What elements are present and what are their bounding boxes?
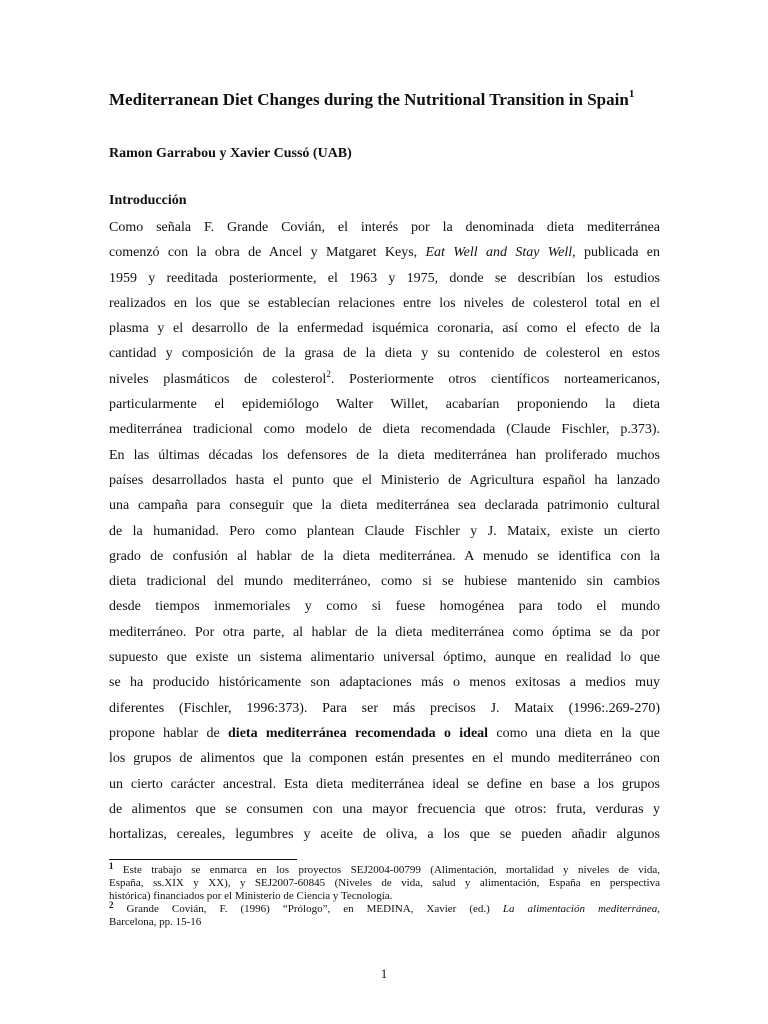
body-text-run: . Posteriormente otros científicos norteamericanos,	[330, 371, 660, 387]
page-number: 1	[380, 966, 388, 981]
footnote-book-title: La alimentación mediterránea	[502, 903, 658, 915]
body-line	[109, 746, 660, 771]
body-line	[109, 822, 660, 847]
body-line	[109, 569, 660, 594]
body-text-run: plasma y el desarrollo de la enfermedad isquémica coronaria, así como el efecto de la	[109, 321, 660, 337]
footnote-text: histórica) financiados por el Ministerio de Ciencia y Tecnología.	[109, 890, 393, 902]
body-line	[109, 341, 660, 366]
footnote-2	[109, 900, 660, 929]
body-text-run: desde tiempos inmemoriales y como si fuese homogénea para todo el mundo	[109, 599, 660, 615]
body-text-run: , publicada en	[572, 245, 660, 261]
body-text-run: mediterránea tradicional como modelo de dieta recomendada (Claude Fischler, p.373).	[109, 422, 660, 438]
body-line	[109, 367, 660, 392]
body-line	[109, 468, 660, 493]
title-line-2: Spain	[587, 90, 629, 109]
body-line	[109, 620, 660, 645]
body-text-run: cantidad y composición de la grasa de la dieta y su contenido de colesterol en estos	[109, 346, 660, 362]
body-text-run: 1959 y reeditada posteriormente, el 1963 y 1975, donde se describían los estudios	[109, 270, 660, 286]
footnote-1	[109, 861, 660, 903]
body-line	[109, 721, 660, 746]
body-text-run: supuesto que existe un sistema alimentario universal óptimo, aunque en realidad lo que	[109, 650, 660, 666]
footnote-text: Grande Covián, F. (1996) “Prólogo”, en MEDINA, Xavier (ed.)	[126, 903, 503, 915]
book-title: Eat Well and Stay Well	[425, 245, 573, 261]
body-text-run: comenzó con la obra de Ancel y Matgaret Keys,	[109, 245, 426, 261]
body-line	[109, 392, 660, 417]
body-line	[109, 417, 660, 442]
body-line	[109, 594, 660, 619]
body-text-run: como una dieta en la que	[488, 725, 661, 741]
body-text-run: países desarrollados hasta el punto que el Ministerio de Agricultura español ha lanzado	[109, 472, 660, 488]
emphasis-term: dieta mediterránea recomendada o ideal	[228, 725, 489, 741]
body-line	[109, 443, 660, 468]
body-line	[109, 316, 660, 341]
title-line-1: Mediterranean Diet Changes during the Nutritional Transition in	[109, 90, 583, 109]
body-line	[109, 645, 660, 670]
body-line	[109, 266, 660, 291]
body-line	[109, 797, 660, 822]
body-text-run: particularmente el epidemiólogo Walter Willet, acabarían proponiendo la dieta	[109, 397, 660, 413]
body-line	[109, 291, 660, 316]
body-line	[109, 772, 660, 797]
footnote-text: Barcelona, pp. 15-16	[109, 916, 202, 928]
body-text-run: grado de confusión al hablar de la dieta mediterránea. A menudo se identifica con la	[109, 548, 660, 564]
body-line	[109, 519, 660, 544]
title-footnote-ref[interactable]: 1	[628, 88, 635, 100]
body-line	[109, 215, 660, 240]
body-line	[109, 544, 660, 569]
body-text-run: un cierto carácter ancestral. Esta dieta mediterránea ideal se define en base a los grupos	[109, 776, 660, 792]
body-text-run: diferentes (Fischler, 1996:373). Para ser más precisos J. Mataix (1996:.269-270)	[109, 700, 660, 716]
body-text-run: de la humanidad. Pero como plantean Claude Fischler y J. Mataix, existe un cierto	[109, 523, 660, 539]
body-text-run: mediterráneo. Por otra parte, al hablar de la dieta mediterránea como óptima se da por	[109, 624, 660, 640]
body-line	[109, 696, 660, 721]
body-text-run: se ha producido históricamente son adaptaciones más o menos exitosas a medios muy	[109, 675, 660, 691]
footnote-text: ,	[657, 903, 660, 915]
footnote-divider	[109, 859, 297, 860]
footnote-text: España, ss.XIX y XX), y SEJ2007-60845 (Niveles de vida, salud y alimentación, España en perspectiva	[109, 877, 660, 889]
footnote-ref[interactable]: 2	[326, 368, 331, 379]
body-text-run: Como señala F. Grande Covián, el interés por la denominada dieta mediterránea	[109, 220, 660, 235]
body-text-run: En las últimas décadas los defensores de la dieta mediterránea han proliferado muchos	[109, 447, 660, 463]
body-line	[109, 240, 660, 265]
section-heading: Introducción	[109, 193, 187, 208]
body-text-run: una campaña para conseguir que la dieta mediterránea sea declarada patrimonio cultural	[109, 498, 660, 514]
footnotes	[109, 861, 660, 929]
body-text-run: realizados en los que se establecían relaciones entre los niveles de colesterol total en el	[109, 295, 660, 311]
body-text-run: hortalizas, cereales, legumbres y aceite de oliva, a los que se pueden añadir algunos	[109, 827, 660, 843]
body-text	[109, 215, 660, 847]
body-line	[109, 670, 660, 695]
authors-line: Ramon Garrabou y Xavier Cussó (UAB)	[109, 146, 352, 161]
body-text-run: de alimentos que se consumen con una mayor frecuencia que otros: fruta, verduras y	[109, 801, 660, 817]
document-title	[109, 86, 660, 114]
footnote-number: 2	[109, 900, 114, 910]
footnote-number: 1	[109, 861, 114, 871]
body-text-run: propone hablar de	[109, 725, 229, 741]
body-line	[109, 493, 660, 518]
body-text-run: los grupos de alimentos que la componen están presentes en el mundo mediterráneo con	[109, 751, 660, 767]
body-text-run: niveles plasmáticos de colesterol	[109, 371, 327, 387]
footnote-text: Este trabajo se enmarca en los proyectos SEJ2004-00799 (Alimentación, mortalidad y niveles de vida,	[122, 864, 660, 876]
body-text-run: dieta tradicional del mundo mediterráneo, como si se hubiese mantenido sin cambios	[109, 574, 660, 590]
